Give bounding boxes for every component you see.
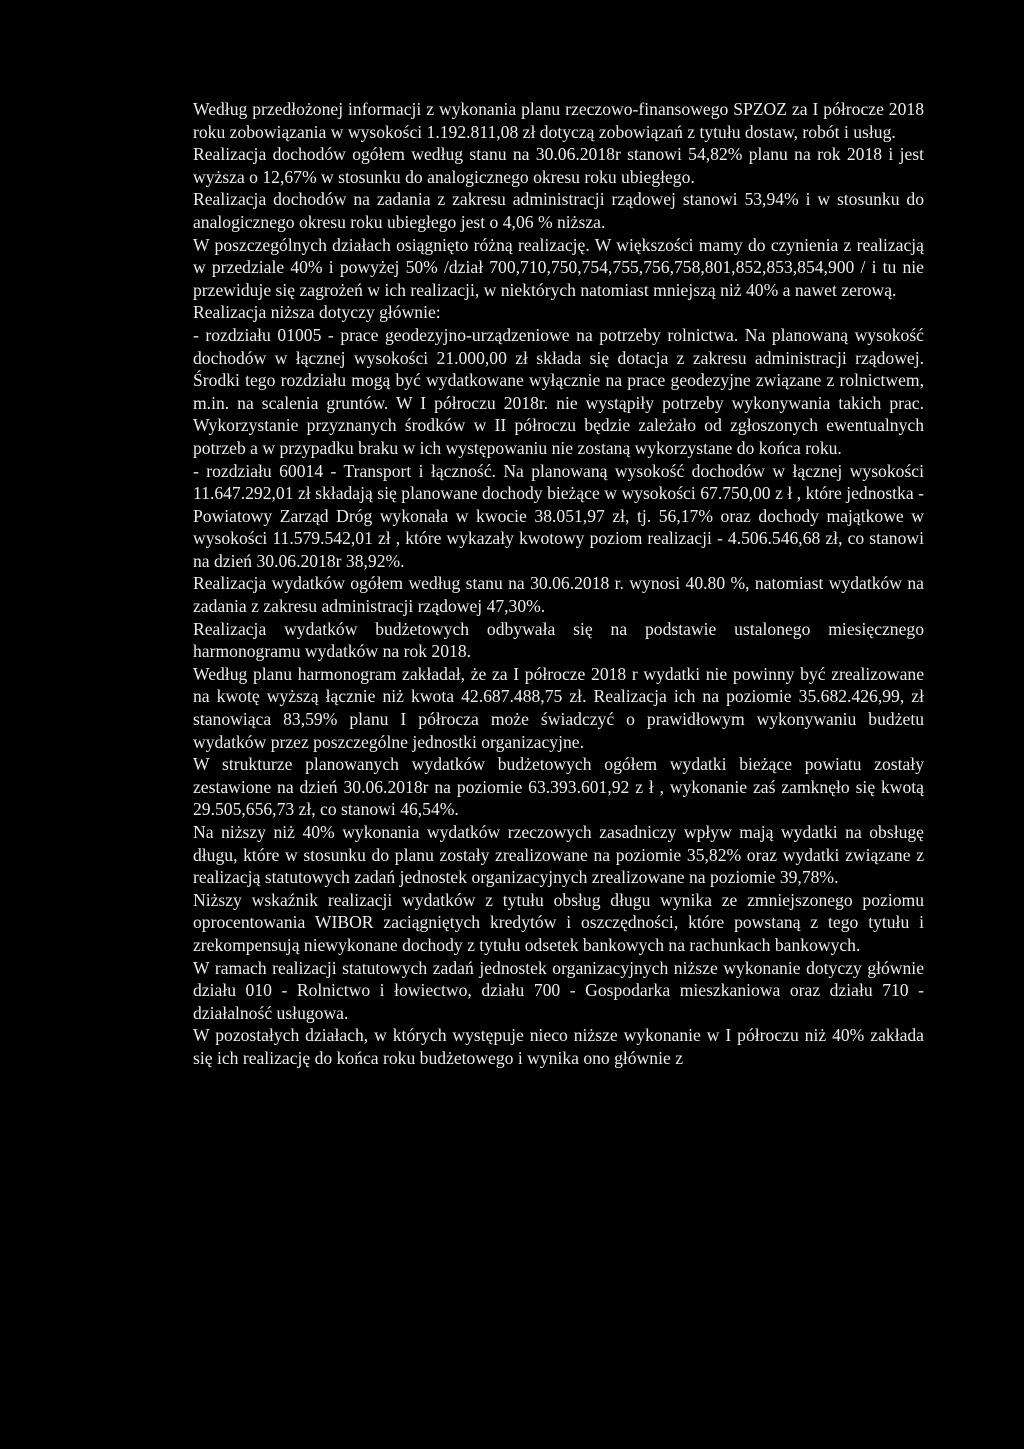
paragraph-struktura-wydatkow: W strukturze planowanych wydatków budżetowych ogółem wydatki bieżące powiatu zostały zestawione na dzień 30.06.2018r na poziomie 63.393.601,92 z ł , wykonanie zaś zamknęło się kwotą 29.505,656,73 zł, co stanowi 46,54%. [193,754,924,820]
document-body [193,98,924,1070]
paragraph-pozostale-dzialy: W pozostałych działach, w których występuje nieco niższe wykonanie w I półroczu niż 40% zakłada się ich realizację do końca roku budżetowego i wynika ono głównie z [193,1025,924,1068]
paragraph-rozdzial-60014: - rozdziału 60014 - Transport i łączność. Na planowaną wysokość dochodów w łącznej wysokości 11.647.292,01 zł składają się planowane dochody bieżące w wysokości 67.750,00 z ł , które jednostka - Powiatowy Zarząd Dróg wykonała w kwocie 38.051,97 zł, tj. 56,17% oraz dochody majątkowe w wysokości 11.579.542,01 zł , które wykazały kwotowy poziom realizacji - 4.506.546,68 zł, co stanowi na dzień 30.06.2018r 38,92%. [193,460,924,571]
paragraph-realizacja-dochodow-ogolem: Realizacja dochodów ogółem według stanu na 30.06.2018r stanowi 54,82% planu na rok 2018 i jest wyższa o 12,67% w stosunku do analogicznego okresu roku ubiegłego. [193,144,924,187]
paragraph-zobowiazania: Według przedłożonej informacji z wykonania planu rzeczowo-finansowego SPZOZ za I półrocze 2018 roku zobowiązania w wysokości 1.192.811,08 zł dotyczą zobowiązań z tytułu dostaw, robót i usług. [193,99,924,142]
paragraph-realizacja-wydatkow-ogolem: Realizacja wydatków ogółem według stanu na 30.06.2018 r. wynosi 40.80 %, natomiast wydatków na zadania z zakresu administracji rządowej 47,30%. [193,573,924,617]
paragraph-harmonogram-wydatkow: Realizacja wydatków budżetowych odbywała się na podstawie ustalonego miesięcznego harmonogramu wydatków na rok 2018. [193,618,924,662]
paragraph-obsluga-dlugu: Na niższy niż 40% wykonania wydatków rzeczowych zasadniczy wpływ mają wydatki na obsługę długu, które w stosunku do planu zostały zrealizowane na poziomie 35,82% oraz wydatki związane z realizacją statutowych zadań jednostek organizacyjnych zrealizowane na poziomie 39,78%. [193,822,924,888]
paragraph-realizacja-w-dzialach: W poszczególnych działach osiągnięto różną realizację. W większości mamy do czynienia z realizacją w przedziale 40% i powyżej 50% /dział 700,710,750,754,755,756,758,801,852,853,854,900 / i tu nie przewiduje się zagrożeń w ich realizacji, w niektórych natomiast mniejszą niż 40% a nawet zerową. [193,234,924,300]
paragraph-zadania-statutowe: W ramach realizacji statutowych zadań jednostek organizacyjnych niższe wykonanie dotyczy głównie działu 010 - Rolnictwo i łowiectwo, działu 700 - Gospodarka mieszkaniowa oraz działu 710 - działalność usługowa. [193,957,924,1023]
paragraph-realizacja-nizsza: Realizacja niższa dotyczy głównie: [193,302,441,323]
paragraph-dochody-administracja-rzadowa: Realizacja dochodów na zadania z zakresu administracji rządowej stanowi 53,94% i w stosunku do analogicznego okresu roku ubiegłego jest o 4,06 % niższa. [193,189,924,232]
paragraph-rozdzial-01005: - rozdziału 01005 - prace geodezyjno-urządzeniowe na potrzeby rolnictwa. Na planowaną wysokość dochodów w łącznej wysokości 21.000,00 zł składa się dotacja z zakresu administracji rządowej. Środki tego rozdziału mogą być wydatkowane wyłącznie na prace geodezyjne związane z rolnictwem, m.in. na scalenia gruntów. W I półroczu 2018r. nie wystąpiły potrzeby wykonywania takich prac. Wykorzystanie przyznanych środków w II półroczu będzie zależało od zgłoszonych ewentualnych potrzeb a w przypadku braku w ich występowaniu nie zostaną wykorzystane do końca roku. [193,324,924,458]
paragraph-plan-harmonogramu: Według planu harmonogram zakładał, że za I półrocze 2018 r wydatki nie powinny być zrealizowane na kwotę wyższą łącznie niż kwota 42.687.488,75 zł. Realizacja ich na poziomie 35.682.426,99, zł stanowiąca 83,59% planu I półrocza może świadczyć o prawidłowym wykonywaniu budżetu wydatków przez poszczególne jednostki organizacyjne. [193,663,924,752]
paragraph-wskaznik-realizacji: Niższy wskaźnik realizacji wydatków z tytułu obsług długu wynika ze zmniejszonego poziomu oprocentowania WIBOR zaciągniętych kredytów i oszczędności, które powstaną z tego tytułu i zrekompensują niewykonane dochody z tytułu odsetek bankowych na rachunkach bankowych. [193,889,924,955]
